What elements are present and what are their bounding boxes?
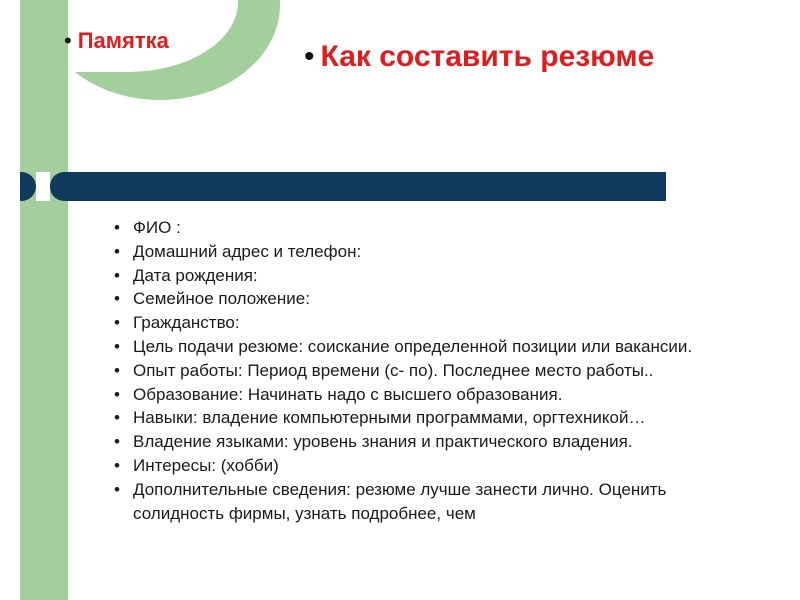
list-item: • ФИО : bbox=[112, 216, 752, 240]
list-item: • Домашний адрес и телефон: bbox=[112, 240, 752, 264]
page-title-text: Как составить резюме bbox=[320, 40, 655, 73]
decorative-green-bar bbox=[20, 0, 68, 600]
list-item: • Цель подачи резюме: соискание определенной позиции или вакансии. bbox=[112, 335, 752, 359]
memo-title bbox=[64, 28, 169, 54]
list-item: • Дата рождения: bbox=[112, 264, 752, 288]
list-item: • Интересы: (хобби) bbox=[112, 454, 752, 478]
bullet-icon: • bbox=[64, 28, 72, 53]
page-title bbox=[304, 40, 654, 74]
list-item: • Семейное положение: bbox=[112, 287, 752, 311]
list-item: • Дополнительные сведения: резюме лучше занести лично. Оценить солидность фирмы, узнать подробнее, чем bbox=[112, 478, 752, 526]
list-item: • Владение языками: уровень знания и практического владения. bbox=[112, 430, 752, 454]
resume-items-list bbox=[112, 216, 752, 525]
decorative-navy-bar bbox=[20, 172, 666, 201]
list-item: • Гражданство: bbox=[112, 311, 752, 335]
bullet-icon: • bbox=[304, 40, 315, 73]
list-item: • Опыт работы: Период времени (с- по). Последнее место работы.. bbox=[112, 359, 752, 383]
list-item: • Навыки: владение компьютерными программами, оргтехникой… bbox=[112, 406, 752, 430]
decorative-navy-bar-gap bbox=[36, 172, 50, 201]
memo-title-text: Памятка bbox=[77, 28, 169, 53]
list-item: • Образование: Начинать надо с высшего образования. bbox=[112, 383, 752, 407]
